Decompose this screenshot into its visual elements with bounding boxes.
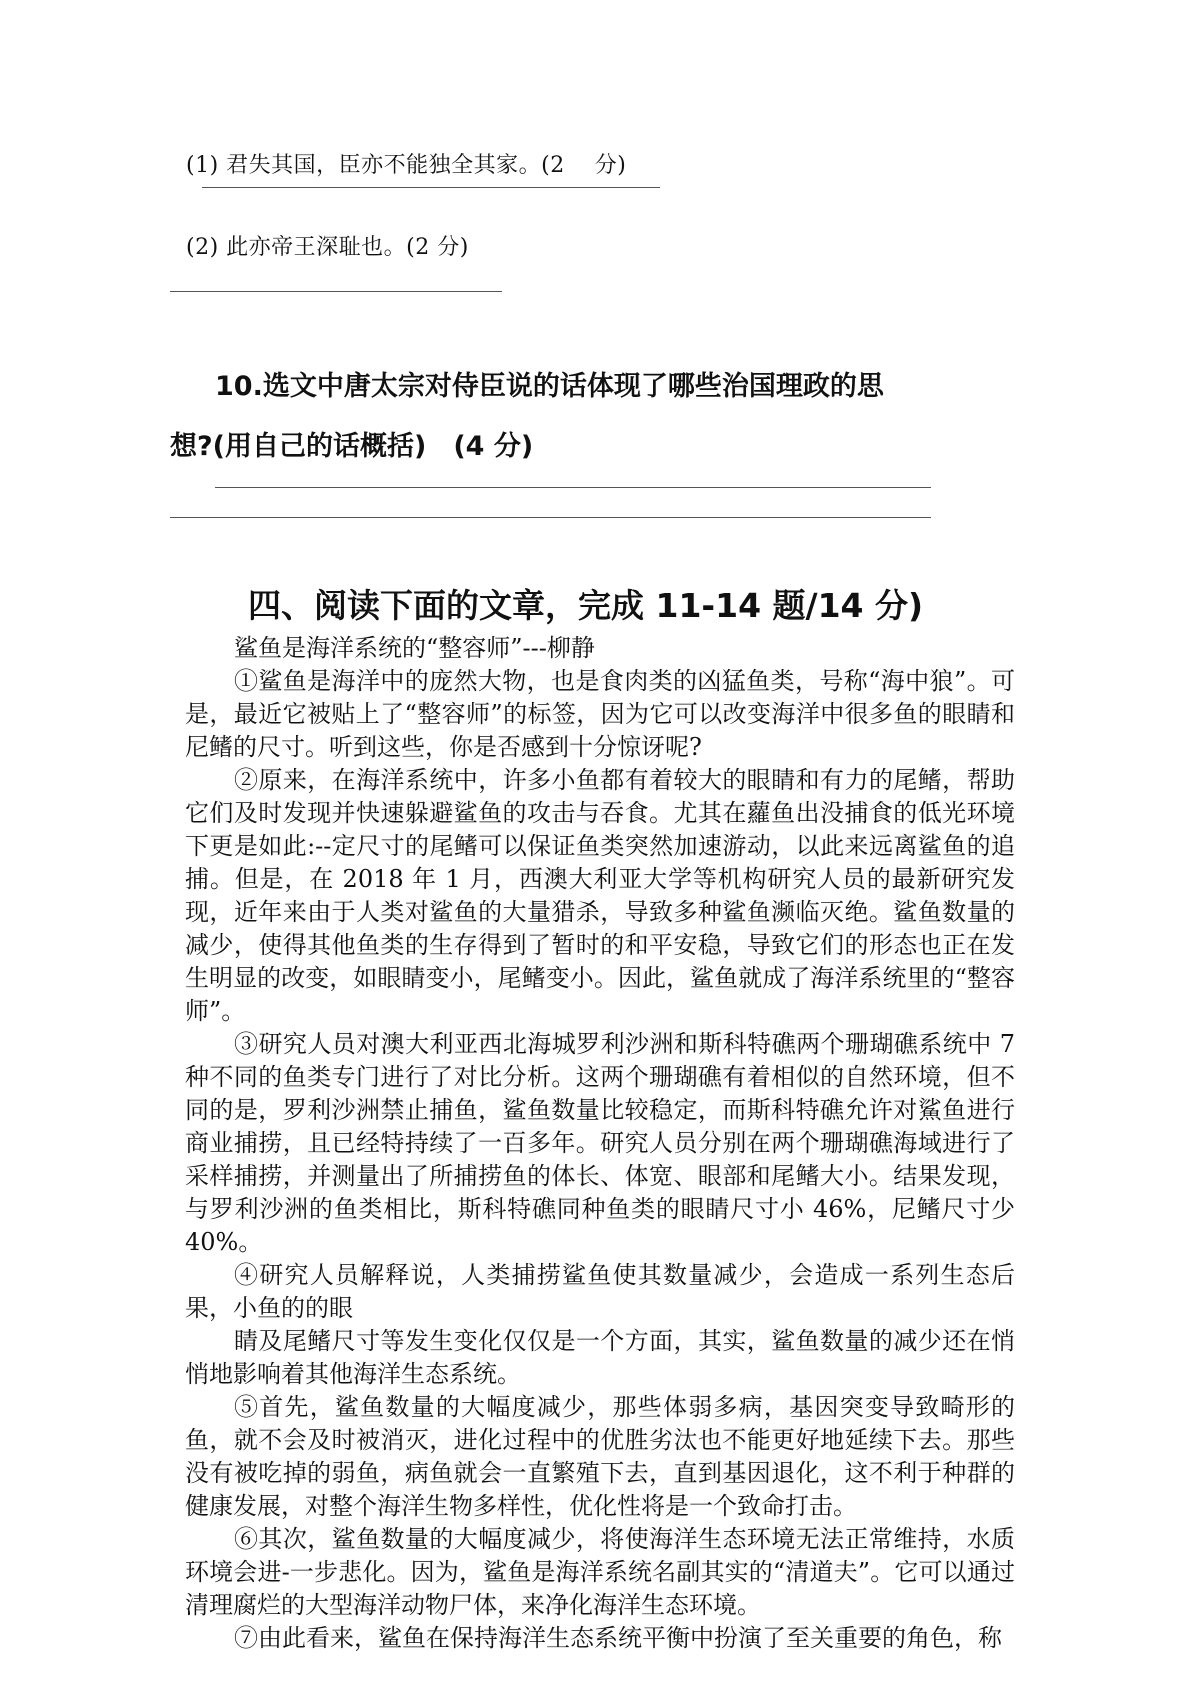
article-paragraph-3: ③研究人员对澳大利亚西北海城罗利沙洲和斯科特礁两个珊瑚礁系统中 7 种不同的鱼类专门进行了对比分析。这两个珊瑚礁有着相似的自然环境，但不同的是，罗利沙洲禁止捕鱼，鲨鱼数量比较稳定，而斯科特礁允许对鯊鱼进行商业捕捞，且已经特持续了一百多年。研究人员分别在两个珊瑚礁海域进行了采样捕捞，并测量出了所捕捞鱼的体长、体宽、眼部和尾鳍大小。结果发现，与罗利沙洲的鱼类相比，斯科特礁同种鱼类的眼睛尺寸小 46%，尼鳍尺寸少 40%。	[185, 1030, 1015, 1256]
article-paragraph-2: ②原来，在海洋系统中，许多小鱼都有着较大的眼睛和有力的尾鳍，帮助它们及时发现并快速躲避鲨鱼的攻击与吞食。尤其在蘿鱼出没捕食的低光环境下更是如此:--定尺寸的尾鳍可以保证鱼类突然加速游动，以此来远离鲨鱼的追捕。但是，在 2018 年 1 月，西澳大利亚大学等机构研究人员的最新研究发现，近年来由于人类对鲨鱼的大量猎杀，导致多种鲨鱼濒临灭绝。鲨鱼数量的减少，使得其他鱼类的生存得到了暂时的和平安稳，导致它们的形态也正在发生明显的改变，如眼睛变小，尾鳍变小。因此，鲨鱼就成了海洋系统里的“整容师”。	[185, 766, 1015, 1025]
article-paragraph-5: ⑤首先，鲨鱼数量的大幅度减少，那些体弱多病，基因突变导致畸形的鱼，就不会及时被消灭，进化过程中的优胜劣汰也不能更好地延续下去。那些没有被吃掉的弱鱼，病鱼就会一直繁殖下去，直到基因退化，这不利于种群的健康发展，对整个海洋生物多样性，优化性将是一个致命打击。	[185, 1393, 1015, 1520]
article-paragraph-7: ⑦由此看来，鲨鱼在保持海洋生态系统平衡中扮演了至关重要的角色，称	[234, 1624, 1002, 1652]
answer-line[interactable]	[170, 517, 931, 518]
answer-line[interactable]	[170, 291, 502, 292]
article-paragraph-4-continued: 睛及尾鳍尺寸等发生变化仅仅是一个方面，其实，鲨鱼数量的减少还在悄悄地影响着其他海洋生态系统。	[185, 1327, 1015, 1388]
article-paragraph-4: ④研究人员解释说，人类捕捞鲨鱼使其数量减少，会造成一系列生态后果，小鱼的的眼	[185, 1261, 1015, 1322]
answer-line[interactable]	[215, 487, 931, 488]
question-9-2: (2) 此亦帝王深耻也。(2 分)	[186, 235, 469, 260]
article-paragraph-1: ①鲨鱼是海洋中的庞然大物，也是食肉类的凶猛鱼类，号称“海中狼”。可是，最近它被贴上了“整容师”的标签，因为它可以改变海洋中很多鱼的眼睛和尼鳍的尺寸。听到这些，你是否感到十分惊讶呢?	[185, 667, 1015, 761]
question-10-line-2: 想?(用自己的话概括) (4 分)	[170, 431, 534, 462]
answer-line[interactable]	[202, 187, 660, 188]
article-paragraph-6: ⑥其次，鲨鱼数量的大幅度减少，将使海洋生态环境无法正常维持，水质环境会进-一步悲化。因为，鲨鱼是海洋系统名副其实的“清道夫”。它可以通过清理腐烂的大型海洋动物尸体，来净化海洋生态环境。	[185, 1525, 1015, 1619]
article-heading: 鲨鱼是海洋系统的“整容师”---柳静	[234, 634, 595, 662]
section-four-title: 四、阅读下面的文章，完成 11-14 题/14 分)	[248, 586, 924, 625]
article-body	[185, 632, 1015, 1655]
question-9-1: (1) 君失其国，臣亦不能独全其家。(2 分)	[186, 153, 627, 178]
question-10-line-1: 10.选文中唐太宗对侍臣说的话体现了哪些治国理政的思	[215, 371, 884, 402]
